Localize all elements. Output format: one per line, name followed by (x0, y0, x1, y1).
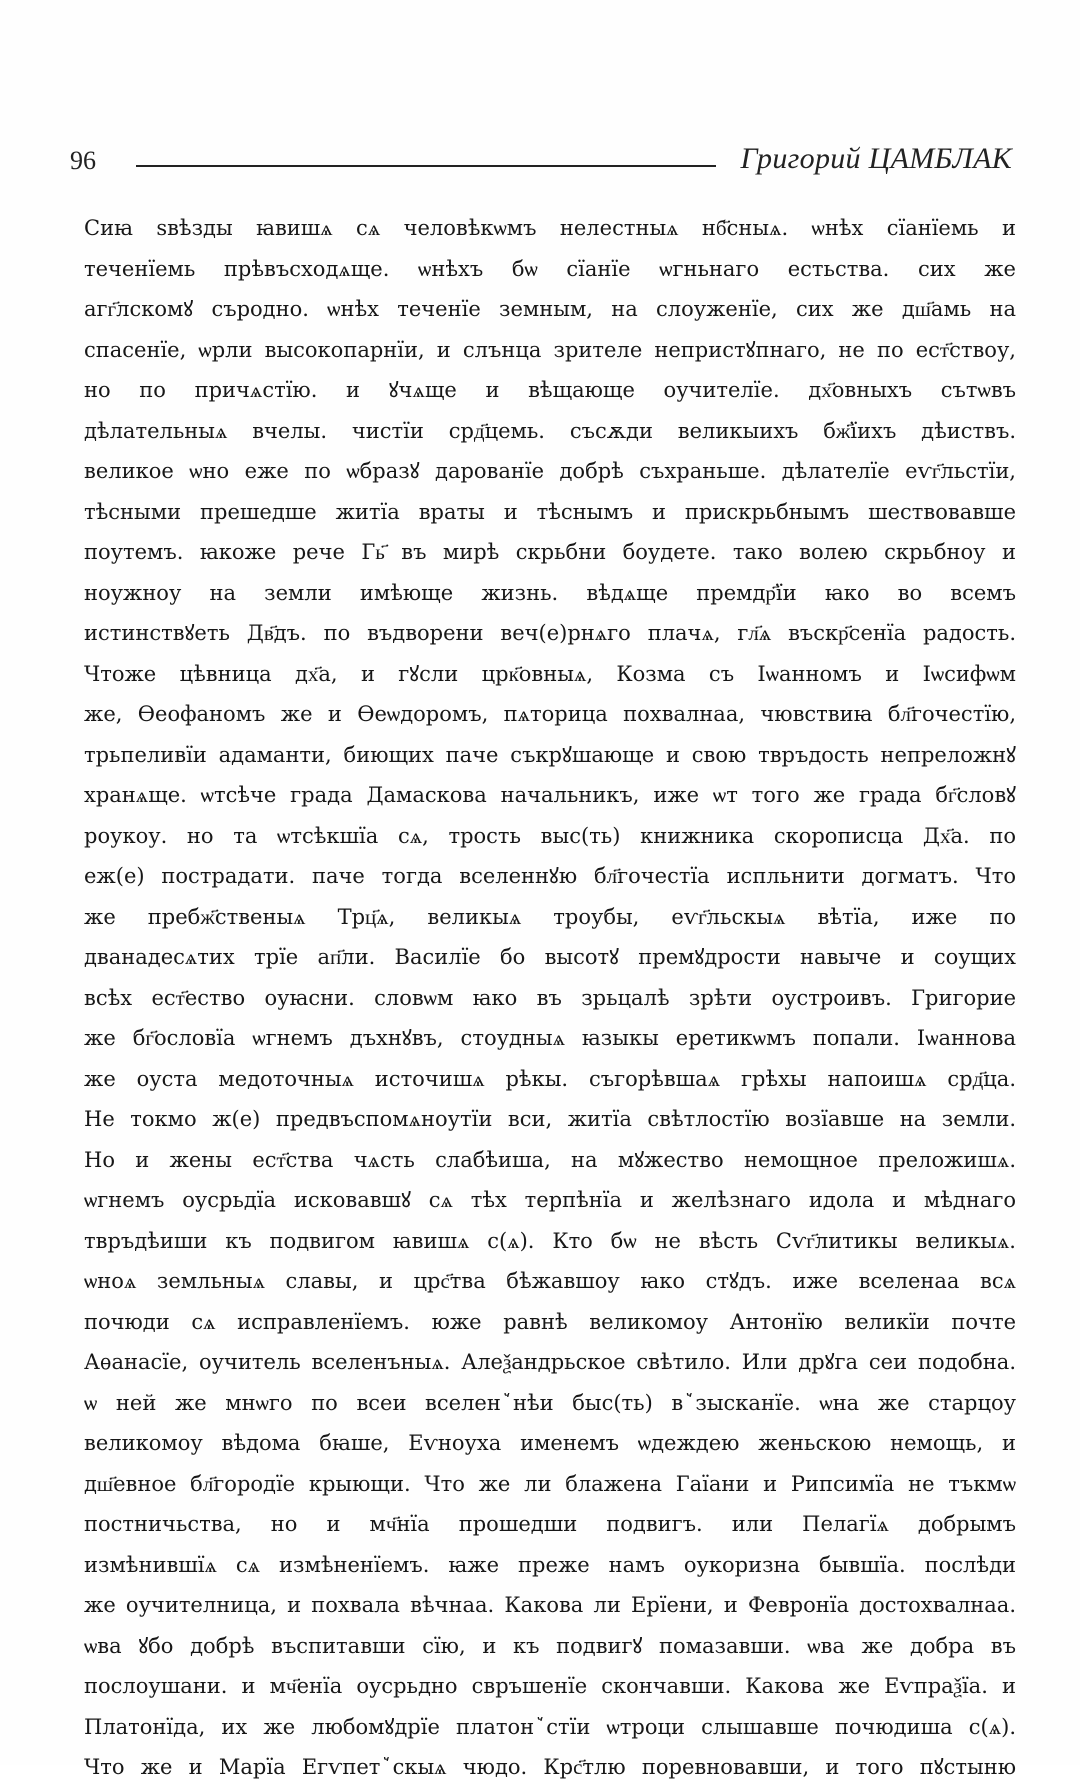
text-line: Но и жены ест҃ства чѧсть слабѣиша, на мꙋжество немощное преложишѧ. (84, 1147, 1016, 1172)
text-line: Чтоже цѣвница дх҃а, и гꙋсли црк҃овныѧ, Козма съ Іѡанномъ и Іѡсифѡм (84, 661, 1016, 686)
text-line: Платонїда, их же любомꙋдрїе платонꙿстїи ѡтроци слышавше почюдиша с(ѧ). (84, 1714, 1016, 1739)
body-text (84, 208, 1016, 1788)
text-line: всѣх ест҃ество оуꙗсни. словѡм ꙗко въ зрьцалѣ зрѣти оустроивъ. Григорие (84, 985, 1016, 1010)
text-line: хранѧще. ѡтсѣче града Дамаскова начальникъ, иже ѡт того же града бг҃словꙋ (84, 783, 1016, 807)
text-line: тѣсными прешедше житїа враты и тѣснымъ и прискрьбнымъ шествовавше (84, 499, 1016, 524)
text-line: же пребж҃ственыѧ Трц҃ѧ, великыѧ троубы, еѵг҃льскыѧ вѣтїа, иже по (84, 904, 1016, 929)
text-line: почюди сѧ исправленїемъ. юже равнѣ великомоу Антонїю великїи почте (84, 1309, 1016, 1334)
text-line: Сиꙗ ѕвѣзды ꙗвишѧ сѧ человѣкѡмъ нелестныѧ нб҃сныѧ. ѡнѣх сїанїемь и (84, 216, 1016, 240)
text-line: ѡгнемъ оусрьдїа исковавшꙋ сѧ тѣх терпѣнїа и желѣзнаго идола и мѣднаго (84, 1188, 1016, 1212)
text-line: великое ѡно еже по ѡбразꙋ дарованїе добрѣ съхраньше. дѣлателїе еѵг҃льстїи, (84, 459, 1016, 483)
text-line: дванадесѧтих трїе ап҃ли. Василїе бо высотꙋ премꙋдрости навыче и соущих (84, 945, 1016, 969)
page-number: 96 (70, 146, 96, 175)
text-line: твръдѣиши къ подвигом ꙗвишѧ с(ѧ). Кто бѡ не вѣсть Сѵг҃литикы великыѧ. (84, 1228, 1016, 1253)
text-line: теченїемь прѣвъсходѧще. ѡнѣхъ бѡ сїанїе ѡгньнаго естьства. сих же (84, 256, 1016, 281)
text-line: дш҃евное бл҃городїе крыющи. Что же ли блажена Гаїани и Рипсимїа не тъкмѡ (84, 1471, 1016, 1496)
text-line: спасенїе, ѡрли высокопарнїи, и слънца зрителе непристꙋпнаго, не по ест҃ствоу, (84, 337, 1016, 362)
text-line: Аѳанасїе, оучитель вселенъныѧ. Алеѯандрьское свѣтило. Или дрꙋга сеи подобна. (84, 1350, 1016, 1374)
text-line: истинствꙋеть Дв҃дъ. по въдворени веч(е)рнѧго плачѧ, гл҃ѧ въскр҃сенїа радость. (84, 621, 1016, 645)
text-line: постничьства, но и мч҃нїа прошедши подвигъ. или Пелагїѧ добрымъ (84, 1512, 1016, 1536)
text-line: ѡ ней же мнѡго по всеи вселенꙿнѣи быс(ть) вꙿзысканїе. ѡна же старцоу (84, 1390, 1016, 1415)
text-line: роукоу. но та ѡтсѣкшїа сѧ, трость выс(ть) книжника скорописца Дх҃а. по (84, 823, 1016, 848)
text-line: трьпеливїи адаманти, биющих паче съкрꙋшающе и свою твръдость непреложнꙋ (84, 742, 1016, 767)
text-line: же бг҃ословїа ѡгнемъ дъхнꙋвъ, стоудныѧ ꙗзыкы еретикѡмъ попали. Іѡаннова (84, 1026, 1016, 1050)
text-line: же, Ѳеофаномъ же и Ѳеѡдоромъ, пѧторица похвалнаа, чювствиꙗ бл҃гочестїю, (84, 702, 1016, 726)
text-line: дѣлательныѧ вчелы. чистїи срд҃цемь. съсѫди великыихъ бж҃їихъ дѣиствъ. (84, 418, 1016, 443)
text-line: же оуста медоточныѧ источишѧ рѣкы. съгорѣвшаѧ грѣхы напоишѧ срд҃ца. (84, 1066, 1016, 1091)
text-line: агг҃лскомꙋ съродно. ѡнѣх теченїе земным, на слоуженїе, сих же дш҃амь на (84, 297, 1016, 321)
text-line: ноужноу на земли имѣюще жизнь. вѣдѧще премдр҃їи ꙗко во всемъ (84, 580, 1016, 605)
text-line: поутемъ. ꙗкоже рече Гь҃ въ мирѣ скрьбни боудете. тако волею скрьбноу и (84, 540, 1016, 564)
text-line: но по причѧстїю. и ꙋчѧще и вѣщающе оучителїе. дх҃овныхъ сътѡвъ (84, 378, 1016, 402)
text-line: ѡноѧ земльныѧ славы, и црс҃тва бѣжавшоу ꙗко стꙋдъ. иже вселенаа всѧ (84, 1269, 1016, 1293)
header-rule (136, 165, 716, 167)
text-line: измѣнившїѧ сѧ измѣненїемъ. ꙗже преже намъ оукоризна бывшїа. послѣди (84, 1552, 1016, 1577)
text-line: послоушани. и мч҃енїа оусрьдно свръшенїе скончавши. Какова же Еѵпраѯїа. и (84, 1674, 1016, 1698)
running-head: Григорий ЦАМБЛАК (740, 142, 1012, 175)
text-line: еж(е) пострадати. паче тогда вселеннꙋю бл҃гочестїа испльнити догматъ. Что (84, 864, 1016, 888)
page-header (70, 138, 1012, 178)
text-line: великомоу вѣдома бꙗше, Еѵноуха именемъ ѡдеждею женьскою немощь, и (84, 1431, 1016, 1455)
text-line: Что же и Марїа Егѵпетꙿскыѧ чюдо. Крс҃тлю поревновавши, и того пꙋстыню (84, 1755, 1016, 1779)
text-line: ѡва ꙋбо добрѣ въспитавши сїю, и къ подвигꙋ помазавши. ѡва же добра въ (84, 1633, 1016, 1658)
text-line: Не токмо ж(е) предвъспомѧноутїи вси, житїа свѣтлостїю возїавше на земли. (84, 1107, 1016, 1131)
text-line: же оучителница, и похвала вѣчнаа. Какова ли Ерїени, и Февронїа достохвалнаа. (84, 1593, 1016, 1617)
